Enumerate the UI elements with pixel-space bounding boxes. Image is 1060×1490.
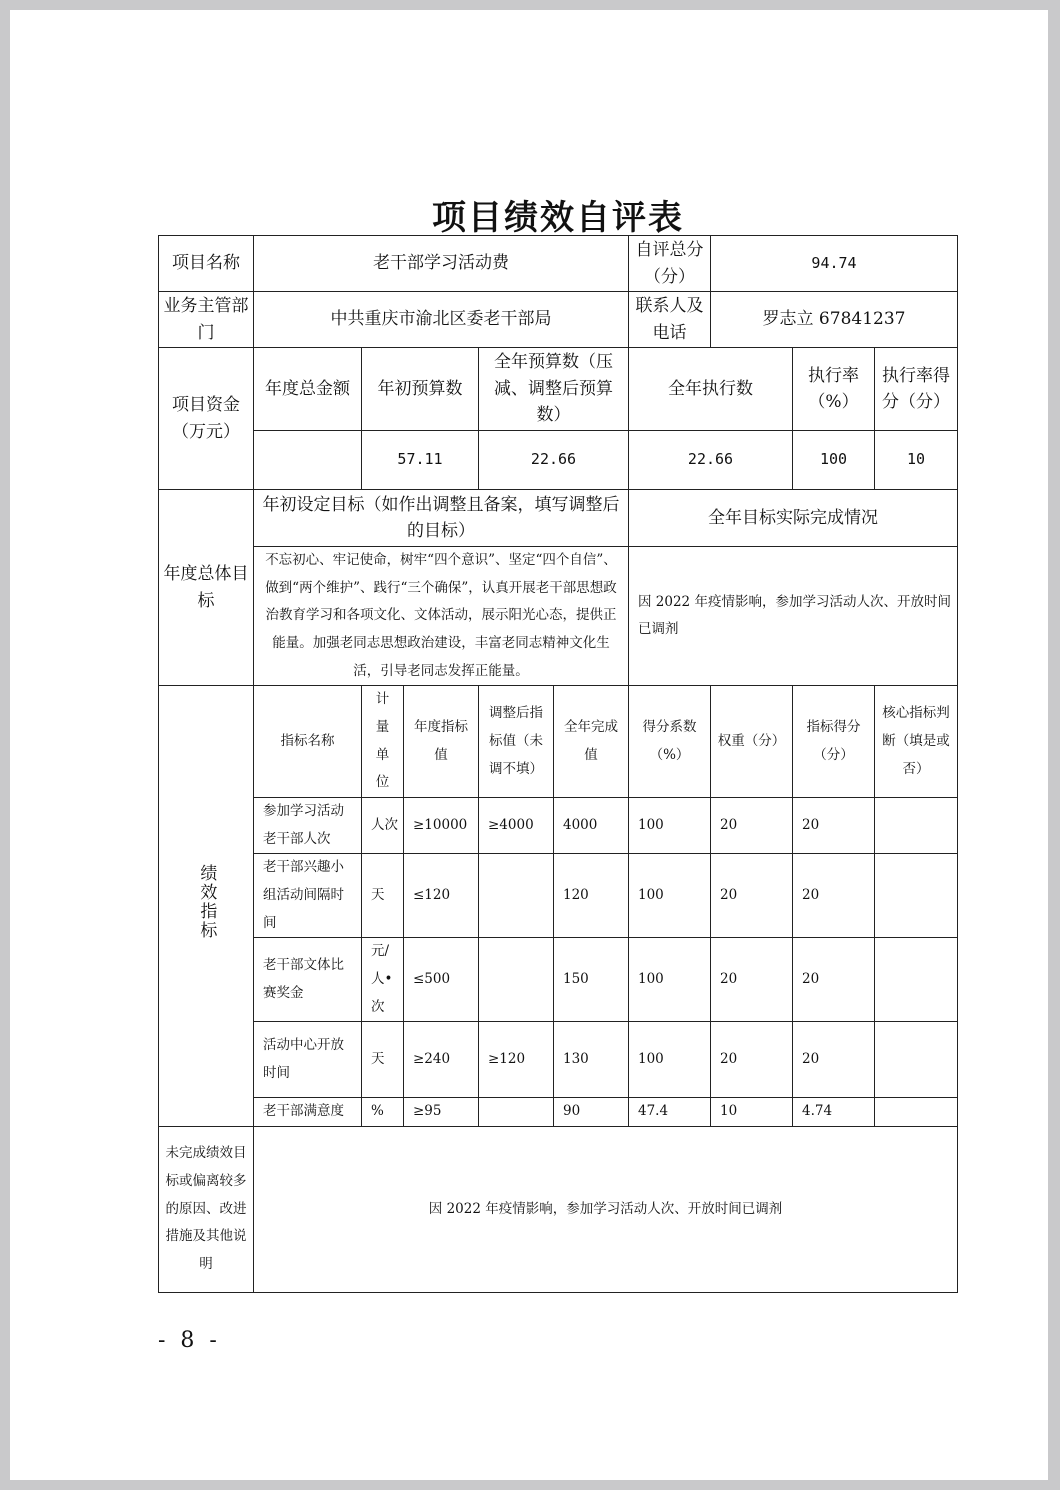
indicator-completed: 130	[554, 1022, 629, 1098]
notes-row	[159, 1127, 958, 1293]
indicator-unit: 人次	[362, 798, 404, 854]
funds-adjusted-value: 22.66	[479, 431, 629, 490]
page-title: 项目绩效自评表	[432, 198, 684, 238]
indicator-completed: 150	[554, 938, 629, 1022]
indicator-core	[875, 798, 958, 854]
indicator-header-target: 年度指标值	[404, 686, 479, 798]
funds-header-rate: 执行率（%）	[793, 348, 875, 431]
goals-actual-header: 全年目标实际完成情况	[629, 490, 958, 547]
indicator-completed: 90	[554, 1098, 629, 1127]
total-score-label: 自评总分（分）	[629, 236, 711, 292]
table-row	[159, 854, 958, 938]
indicator-target: ≥240	[404, 1022, 479, 1098]
indicator-coefficient: 47.4	[629, 1098, 711, 1127]
indicator-adjusted	[479, 1098, 554, 1127]
indicator-header-adjusted: 调整后指标值（未调不填）	[479, 686, 554, 798]
funds-header-initial: 年初预算数	[362, 348, 479, 431]
indicator-completed: 120	[554, 854, 629, 938]
indicator-target: ≥95	[404, 1098, 479, 1127]
funds-header-rate-score: 执行率得分（分）	[875, 348, 958, 431]
funds-values-row	[159, 431, 958, 490]
indicator-header-completed: 全年完成值	[554, 686, 629, 798]
project-name-value: 老干部学习活动费	[254, 236, 629, 292]
notes-text: 因 2022 年疫情影响，参加学习活动人次、开放时间已调剂	[254, 1127, 958, 1293]
goals-set-header: 年初设定目标（如作出调整且备案，填写调整后的目标）	[254, 490, 629, 547]
indicator-name: 老干部满意度	[254, 1098, 362, 1127]
indicator-unit: 天	[362, 1022, 404, 1098]
department-value: 中共重庆市渝北区委老干部局	[254, 292, 629, 348]
funds-initial-value: 57.11	[362, 431, 479, 490]
indicator-score: 20	[793, 854, 875, 938]
indicator-name: 老干部文体比赛奖金	[254, 938, 362, 1022]
table-row	[159, 938, 958, 1022]
goals-header-row	[159, 490, 958, 547]
indicator-score: 20	[793, 798, 875, 854]
indicator-adjusted: ≥4000	[479, 798, 554, 854]
indicator-core	[875, 1022, 958, 1098]
indicators-label-cell	[159, 686, 254, 1127]
goals-actual-text: 因 2022 年疫情影响，参加学习活动人次、开放时间已调剂	[629, 547, 958, 686]
indicator-header-core: 核心指标判断（填是或否）	[875, 686, 958, 798]
document-page	[10, 10, 1048, 1480]
indicators-label: 绩效指标	[196, 864, 217, 941]
indicator-score: 4.74	[793, 1098, 875, 1127]
project-name-row	[159, 236, 958, 292]
indicator-weight: 20	[711, 938, 793, 1022]
indicator-unit: %	[362, 1098, 404, 1127]
project-name-label: 项目名称	[159, 236, 254, 292]
indicator-coefficient: 100	[629, 854, 711, 938]
indicator-weight: 20	[711, 798, 793, 854]
indicator-weight: 10	[711, 1098, 793, 1127]
indicator-unit: 天	[362, 854, 404, 938]
contact-value: 罗志立 67841237	[711, 292, 958, 348]
indicator-weight: 20	[711, 854, 793, 938]
indicator-target: ≤500	[404, 938, 479, 1022]
indicator-score: 20	[793, 1022, 875, 1098]
department-row	[159, 292, 958, 348]
table-row	[159, 798, 958, 854]
total-score-value: 94.74	[711, 236, 958, 292]
funds-executed-value: 22.66	[629, 431, 793, 490]
evaluation-table	[158, 235, 958, 1293]
table-row	[159, 1022, 958, 1098]
indicator-score: 20	[793, 938, 875, 1022]
funds-total-value	[254, 431, 362, 490]
goals-content-row	[159, 547, 958, 686]
notes-label: 未完成绩效目标或偏离较多的原因、改进措施及其他说明	[159, 1127, 254, 1293]
indicator-name: 活动中心开放时间	[254, 1022, 362, 1098]
indicator-completed: 4000	[554, 798, 629, 854]
contact-label: 联系人及电话	[629, 292, 711, 348]
goals-set-text: 不忘初心、牢记使命，树牢“四个意识”、坚定“四个自信”、做到“两个维护”、践行“三个确保”，认真开展老干部思想政治教育学习和各项文化、文体活动，展示阳光心态，提供正能量。加强老同志思想政治建设，丰富老同志精神文化生活，引导老同志发挥正能量。	[254, 547, 629, 686]
funds-label: 项目资金（万元）	[159, 348, 254, 490]
funds-rate-value: 100	[793, 431, 875, 490]
indicator-target: ≥10000	[404, 798, 479, 854]
page-number: - 8 -	[158, 1328, 221, 1353]
funds-rate-score-value: 10	[875, 431, 958, 490]
indicator-core	[875, 938, 958, 1022]
funds-header-executed: 全年执行数	[629, 348, 793, 431]
indicator-adjusted: ≥120	[479, 1022, 554, 1098]
indicator-core	[875, 1098, 958, 1127]
indicator-weight: 20	[711, 1022, 793, 1098]
indicator-adjusted	[479, 938, 554, 1022]
indicator-adjusted	[479, 854, 554, 938]
table-row	[159, 1098, 958, 1127]
funds-header-total: 年度总金额	[254, 348, 362, 431]
indicator-name: 老干部兴趣小组活动间隔时间	[254, 854, 362, 938]
indicator-coefficient: 100	[629, 798, 711, 854]
department-label: 业务主管部门	[159, 292, 254, 348]
goals-label: 年度总体目标	[159, 490, 254, 686]
funds-header-row	[159, 348, 958, 431]
indicator-header-score: 指标得分（分）	[793, 686, 875, 798]
indicator-coefficient: 100	[629, 938, 711, 1022]
indicator-header-row	[159, 686, 958, 798]
indicator-core	[875, 854, 958, 938]
indicator-unit: 元/人•次	[362, 938, 404, 1022]
indicator-header-unit: 计量单位	[362, 686, 404, 798]
indicator-header-coefficient: 得分系数（%）	[629, 686, 711, 798]
indicator-coefficient: 100	[629, 1022, 711, 1098]
indicator-header-name: 指标名称	[254, 686, 362, 798]
indicator-name: 参加学习活动老干部人次	[254, 798, 362, 854]
funds-header-adjusted: 全年预算数（压减、调整后预算数）	[479, 348, 629, 431]
indicator-header-weight: 权重（分）	[711, 686, 793, 798]
indicator-target: ≤120	[404, 854, 479, 938]
